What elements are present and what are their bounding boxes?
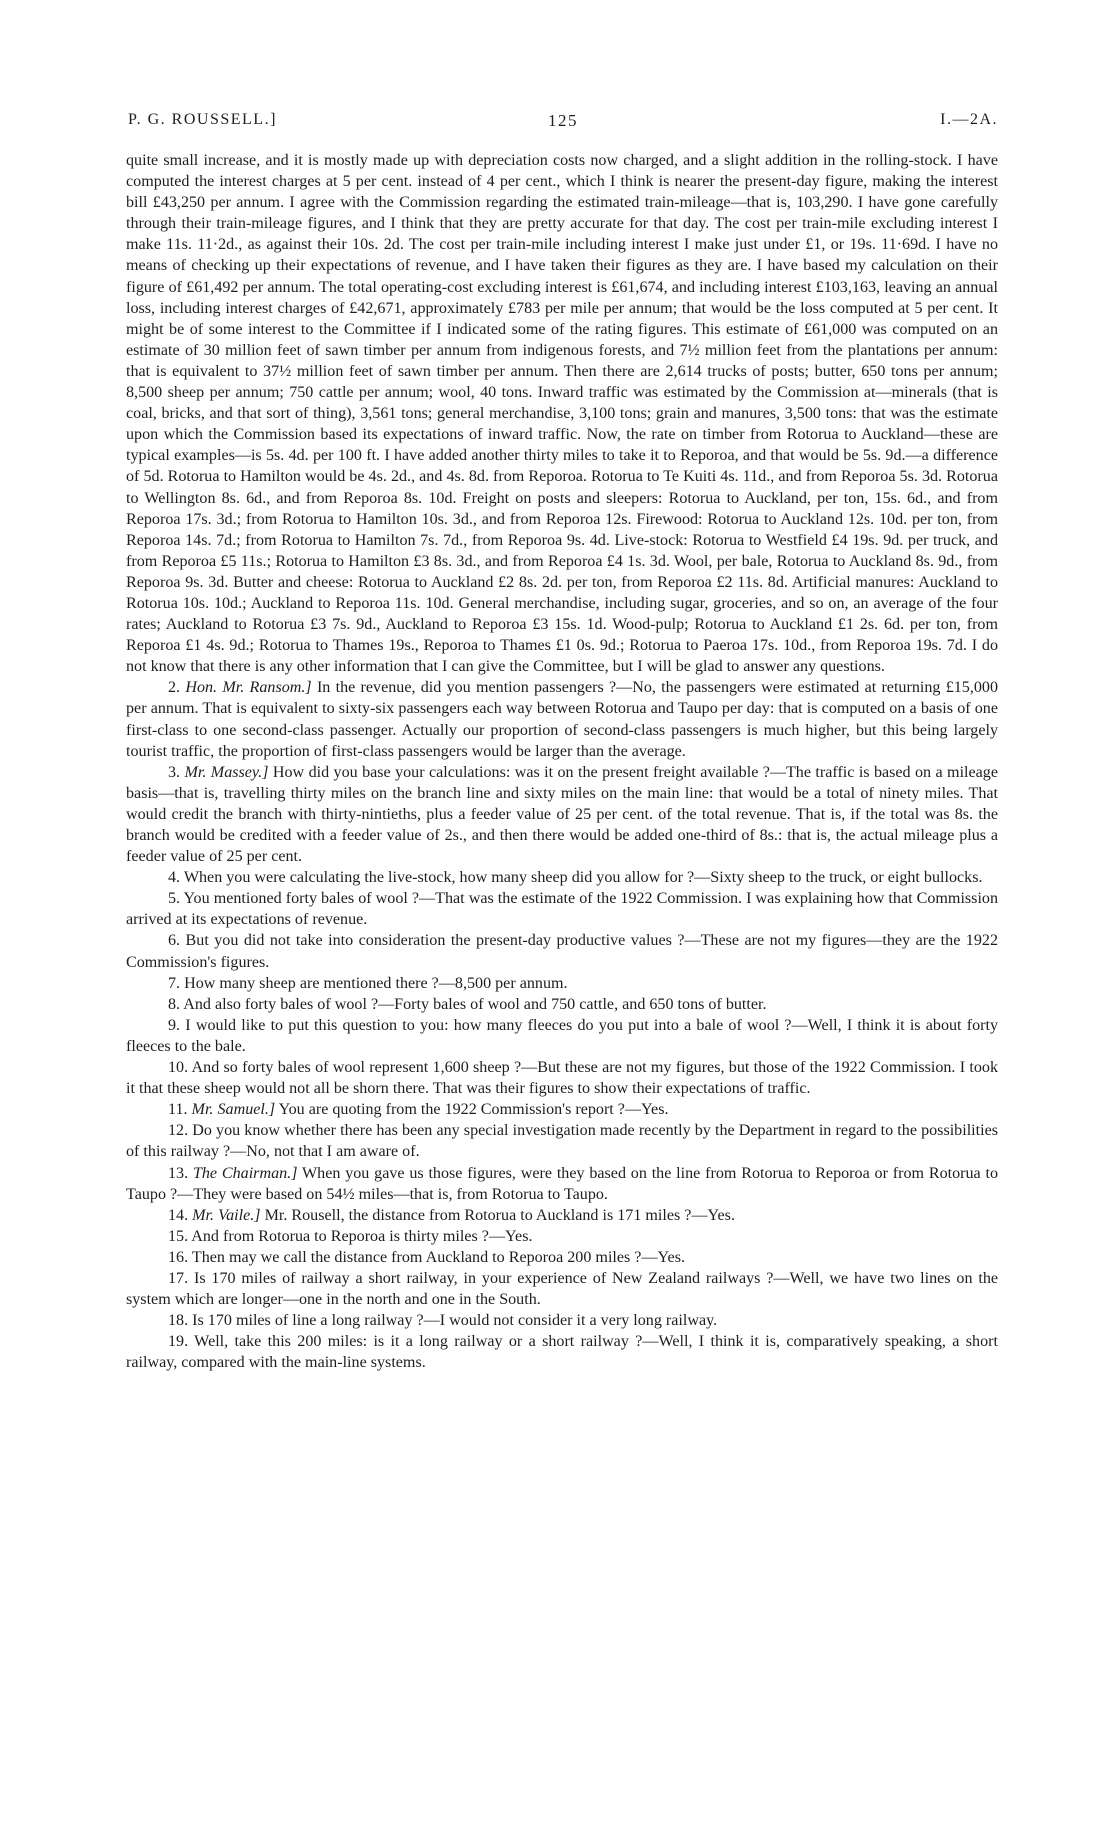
question-number: 3. — [168, 763, 185, 781]
question-paragraph — [126, 677, 998, 761]
speaker-name: The Chairman.] — [192, 1164, 298, 1182]
question-number: 7. — [168, 974, 185, 992]
opening-paragraph: quite small increase, and it is mostly made up with depreciation costs now charged, and a slight addition in the rolling-stock. I have computed the interest charges at 5 per cent. instead of 4 per cent., which I think is nearer the present-day figure, making the interest bill £43,250 per annum. I agree with the Commission regarding the estimated train-mileage—that is, 103,290. I have gone carefully through their train-mileage figures, and I think that they are pretty accurate for that day. The cost per train-mile excluding interest I make 11s. 11·2d., as against their 10s. 2d. The cost per train-mile including interest I make just under £1, or 19s. 11·69d. I have no means of checking up their expectations of revenue, and I have taken their figures as they are. I have based my calculation on their figure of £61,492 per annum. The total operating-cost excluding interest is £61,674, and including interest £103,163, leaving an annual loss, including interest charges of £42,671, approximately £783 per mile per annum; that would be the loss computed at 5 per cent. It might be of some interest to the Committee if I indicated some of the rating figures. This estimate of £61,000 was computed on an estimate of 30 million feet of sawn timber per annum from indigenous forests, and 7½ million feet from the plantations per annum: that is equivalent to 37½ million feet of sawn timber per annum. Then there are 2,614 trucks of posts; butter, 650 tons per annum; 8,500 sheep per annum; 750 cattle per annum; wool, 40 tons. Inward traffic was estimated by the Commission at—minerals (that is coal, bricks, and that sort of thing), 3,561 tons; general merchandise, 3,100 tons; grain and manures, 3,500 tons: that was the estimate upon which the Commission based its expectations of inward traffic. Now, the rate on timber from Rotorua to Auckland—these are typical examples—is 5s. 4d. per 100 ft. I have added another thirty miles to take it to Reporoa, and that would be 5s. 9d.—a difference of 5d. Rotorua to Hamilton would be 4s. 2d., and 4s. 8d. from Reporoa. Rotorua to Te Kuiti 4s. 11d., and from Reporoa 5s. 3d. Rotorua to Wellington 8s. 6d., and from Reporoa 8s. 10d. Freight on posts and sleepers: Rotorua to Auckland, per ton, 15s. 6d., and from Reporoa 17s. 3d.; from Rotorua to Hamilton 10s. 3d., and from Reporoa 12s. Firewood: Rotorua to Auckland 12s. 10d. per ton, from Reporoa 14s. 7d.; from Rotorua to Hamilton 7s. 7d., from Reporoa 9s. 4d. Live-stock: Rotorua to Westfield £4 19s. 9d. per truck, and from Reporoa £5 11s.; Rotorua to Hamilton £3 8s. 3d., and from Reporoa £4 1s. 3d. Wool, per bale, Rotorua to Auckland 8s. 9d., from Reporoa 9s. 3d. Butter and cheese: Rotorua to Auckland £2 8s. 2d. per ton, from Reporoa £2 11s. 8d. Artificial manures: Auckland to Rotorua 10s. 10d.; Auckland to Reporoa 11s. 10d. General merchandise, including sugar, groceries, and so on, an average of the four rates; Auckland to Rotorua £3 7s. 9d., Auckland to Reporoa £3 15s. 1d. Wood-pulp; Rotorua to Auckland £1 2s. 6d. per ton, from Reporoa £1 4s. 9d.; Rotorua to Thames 19s., Reporoa to Thames £1 0s. 9d.; Rotorua to Paeroa 17s. 10d., from Reporoa 19s. 7d. I do not know that there is any other information that I can give the Committee, but I will be glad to answer any questions. — [126, 152, 998, 676]
question-text: How did you base your calculations: was it on the present freight available ?—The traffic is based on a mileage basis—that is, travelling thirty miles on the branch line and sixty miles on the main line: that would be a total of ninety miles. That would credit the branch with thirty-nintieths, plus a feeder value of 25 per cent. of the total revenue. That is, if the total was 8s. the branch would be credited with a feeder value of 2s., and then there would be added one-third of 8s.: that is, the actual mileage plus a feeder value of 25 per cent. — [126, 763, 998, 866]
question-paragraph — [126, 867, 998, 888]
question-number: 10. — [168, 1059, 192, 1077]
question-paragraph — [126, 1015, 998, 1057]
question-paragraph — [126, 1226, 998, 1247]
question-number: 8. — [168, 995, 184, 1013]
question-paragraph — [126, 1205, 998, 1226]
question-text: Well, take this 200 miles: is it a long railway or a short railway ?—Well, I think it is, comparatively speaking, a short railway, compared with the main-line systems. — [126, 1333, 998, 1372]
speaker-name: Mr. Samuel.] — [191, 1101, 276, 1119]
question-text: Then may we call the distance from Auckland to Reporoa 200 miles ?—Yes. — [191, 1248, 685, 1266]
question-number: 4. — [168, 869, 184, 887]
question-paragraph — [126, 1120, 998, 1162]
question-answer-list — [126, 677, 998, 1373]
question-text: And from Rotorua to Reporoa is thirty miles ?—Yes. — [191, 1227, 533, 1245]
question-paragraph — [126, 973, 998, 994]
question-number: 15. — [168, 1227, 192, 1245]
question-text: I would like to put this question to you: how many fleeces do you put into a bale of wool ?—Well, I think it is about forty fleeces to the bale. — [126, 1016, 998, 1055]
question-paragraph — [126, 762, 998, 867]
question-paragraph — [126, 1268, 998, 1310]
question-text: You are quoting from the 1922 Commission's report ?—Yes. — [275, 1101, 669, 1119]
question-number: 2. — [168, 679, 186, 697]
question-paragraph — [126, 1331, 998, 1373]
question-number: 19. — [168, 1333, 195, 1351]
question-text: When you gave us those figures, were they based on the line from Rotorua to Reporoa or from Rotorua to Taupo ?—They were based on 54½ miles—that is, from Rotorua to Taupo. — [126, 1164, 999, 1203]
question-text: But you did not take into consideration the present-day productive values ?—These are not my figures—they are the 1922 Commission's figures. — [126, 932, 998, 971]
question-paragraph — [126, 994, 998, 1015]
question-text: And also forty bales of wool ?—Forty bales of wool and 750 cattle, and 650 tons of butter. — [183, 995, 767, 1013]
question-text: When you were calculating the live-stock, how many sheep did you allow for ?—Sixty sheep to the truck, or eight bullocks. — [183, 869, 983, 887]
question-paragraph — [126, 1057, 998, 1099]
speaker-name: Mr. Vaile.] — [192, 1206, 261, 1224]
question-number: 6. — [168, 932, 186, 950]
question-paragraph — [126, 1099, 998, 1120]
page-number: 125 — [548, 111, 578, 130]
question-text: Is 170 miles of railway a short railway, in your experience of New Zealand railways ?—Well, we have two lines on the system which are longer—one in the north and one in the South. — [126, 1269, 999, 1309]
question-text: Is 170 miles of line a long railway ?—I would not consider it a very long railway. — [192, 1312, 718, 1330]
question-number: 13. — [168, 1164, 193, 1182]
paper-reference: I.—2A. — [940, 111, 998, 128]
question-text: You mentioned forty bales of wool ?—That was the estimate of the 1922 Commission. I was explaining how that Commission arrived at its expectations of revenue. — [126, 890, 999, 929]
question-paragraph — [126, 1163, 998, 1205]
speaker-name: Mr. Massey.] — [184, 763, 269, 781]
question-paragraph — [126, 930, 998, 972]
question-text: And so forty bales of wool represent 1,600 sheep ?—But these are not my figures, but those of the 1922 Commission. I took it that these sheep would not all be shorn there. That was their figures to show their expectations of traffic. — [126, 1059, 998, 1098]
question-number: 12. — [168, 1122, 193, 1140]
question-number: 16. — [168, 1248, 192, 1266]
question-number: 11. — [168, 1101, 192, 1119]
question-paragraph — [126, 1310, 998, 1331]
question-number: 17. — [168, 1269, 194, 1287]
question-number: 18. — [168, 1312, 193, 1330]
question-number: 9. — [168, 1016, 186, 1034]
header-witness-name: P. G. ROUSSELL.] — [128, 111, 277, 128]
question-text: How many sheep are mentioned there ?—8,500 per annum. — [184, 974, 568, 992]
question-text: Do you know whether there has been any special investigation made recently by the Department in regard to the possibilities of this railway ?—No, not that I am aware of. — [126, 1122, 998, 1161]
speaker-name: Hon. Mr. Ransom.] — [185, 679, 312, 697]
question-number: 14. — [168, 1206, 193, 1224]
question-text: Mr. Rousell, the distance from Rotorua to Auckland is 171 miles ?—Yes. — [260, 1206, 735, 1224]
evidence-body — [126, 150, 998, 1373]
page-header — [128, 111, 998, 133]
question-text: In the revenue, did you mention passengers ?—No, the passengers were estimated at returning £15,000 per annum. That is equivalent to sixty-six passengers each way between Rotorua and Taupo per day: that is computed on a basis of one first-class to one second-class passenger. Actually our proportion of second-class passengers is much higher, but this being largely tourist traffic, the proportion of first-class passengers would be larger than the average. — [126, 679, 999, 760]
question-number: 5. — [168, 890, 184, 908]
question-paragraph — [126, 1247, 998, 1268]
question-paragraph — [126, 888, 998, 930]
